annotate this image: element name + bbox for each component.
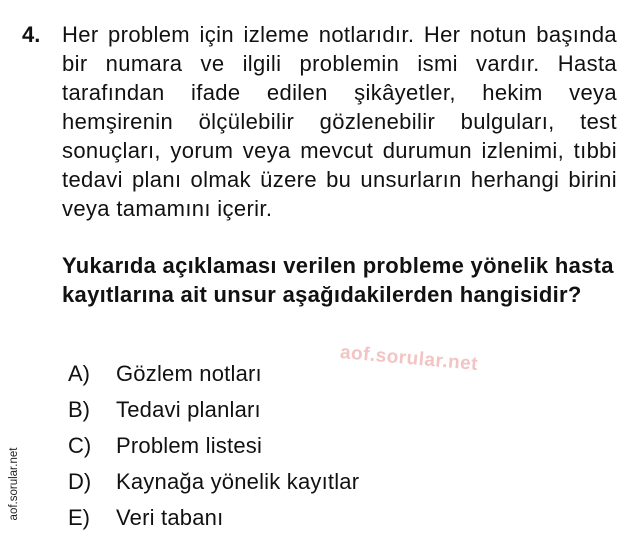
option-text: Kaynağa yönelik kayıtlar bbox=[116, 469, 360, 494]
option-text: Veri tabanı bbox=[116, 505, 224, 530]
question-stem: Her problem için izleme notlarıdır. Her notun başında bir numara ve ilgili problemin ismi vardır. Hasta tarafından ifade edilen şikâyetler, hekim veya hemşirenin ölçülebilir gözlenebilir bulguları, test sonuçları, yorum veya mevcut durumun izlenimi, tıbbi tedavi planı olmak üzere bu unsurların herhangi birini veya tamamını içerir. bbox=[62, 22, 617, 221]
option-e[interactable] bbox=[68, 504, 359, 540]
option-c[interactable] bbox=[68, 432, 359, 468]
question-prompt: Yukarıda açıklaması verilen probleme yönelik hasta kayıtlarına ait unsur aşağıdakilerden hangisidir? bbox=[62, 253, 614, 307]
option-text: Problem listesi bbox=[116, 433, 263, 458]
option-a[interactable] bbox=[68, 360, 359, 396]
option-text: Gözlem notları bbox=[116, 361, 262, 386]
side-watermark: aof.sorular.net bbox=[8, 447, 20, 521]
option-letter: C) bbox=[68, 433, 92, 458]
answer-options bbox=[68, 360, 359, 540]
option-b[interactable] bbox=[68, 396, 359, 432]
option-letter: A) bbox=[68, 361, 90, 386]
option-letter: E) bbox=[68, 505, 90, 530]
option-letter: D) bbox=[68, 469, 92, 494]
option-letter: B) bbox=[68, 397, 90, 422]
option-d[interactable] bbox=[68, 468, 359, 504]
watermark: aof.sorular.net bbox=[339, 342, 479, 376]
question-number: 4. bbox=[22, 22, 41, 47]
option-text: Tedavi planları bbox=[116, 397, 261, 422]
